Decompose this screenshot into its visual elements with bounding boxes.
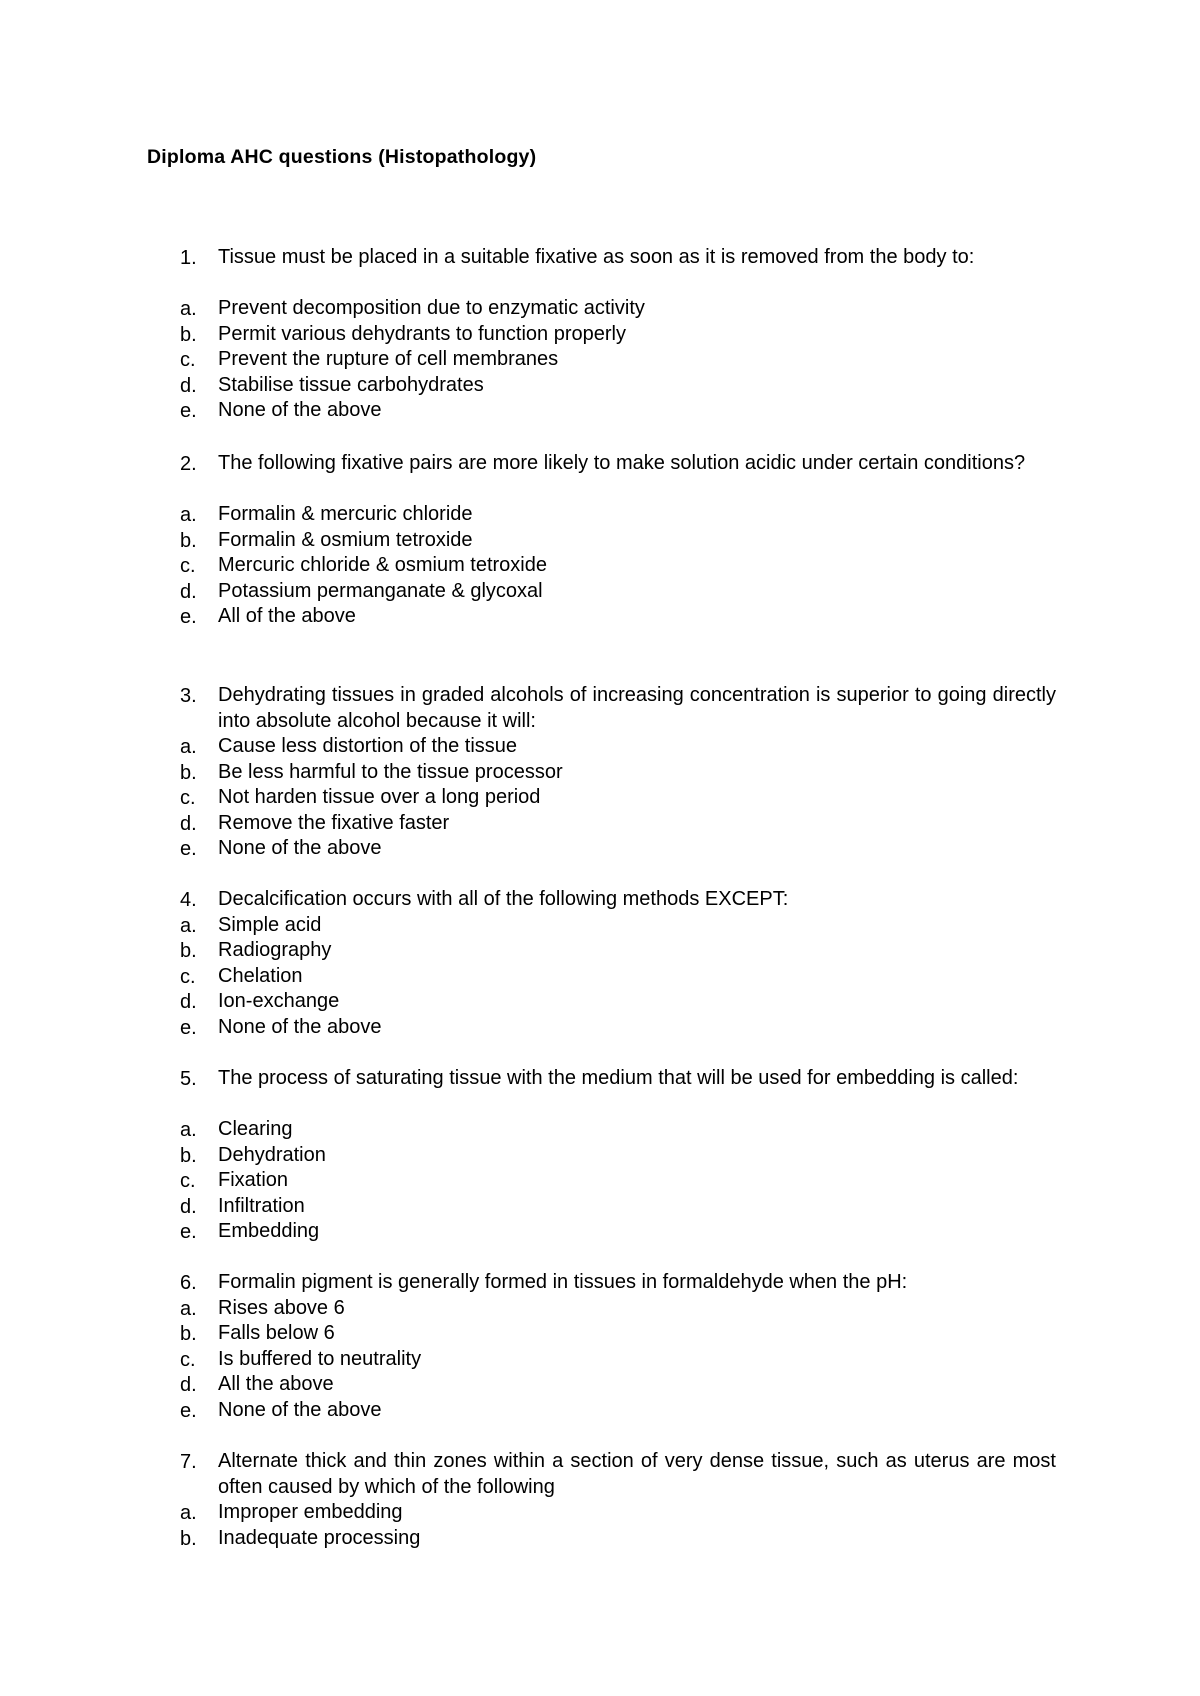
option-letter: d. bbox=[180, 375, 197, 397]
option-text: Simple acid bbox=[218, 914, 322, 936]
option-text: Inadequate processing bbox=[218, 1527, 421, 1549]
option-text: Improper embedding bbox=[218, 1501, 403, 1523]
option-text: Fixation bbox=[218, 1169, 289, 1191]
option-letter: c. bbox=[180, 555, 196, 577]
option-text: Permit various dehydrants to function properly bbox=[218, 323, 626, 345]
option-text: Is buffered to neutrality bbox=[218, 1348, 422, 1370]
option-letter: c. bbox=[180, 787, 196, 809]
option-text: Not harden tissue over a long period bbox=[218, 786, 541, 808]
option-text: Formalin & mercuric chloride bbox=[218, 503, 473, 525]
option-text: Rises above 6 bbox=[218, 1297, 345, 1319]
option-text: Clearing bbox=[218, 1118, 293, 1140]
option-letter: d. bbox=[180, 581, 197, 603]
question-stem: Tissue must be placed in a suitable fixative as soon as it is removed from the body to: bbox=[218, 246, 975, 268]
option-letter: a. bbox=[180, 298, 197, 320]
question-stem: The process of saturating tissue with the medium that will be used for embedding is called: bbox=[218, 1067, 1019, 1089]
option-text: Falls below 6 bbox=[218, 1322, 335, 1344]
option-text: Stabilise tissue carbohydrates bbox=[218, 374, 484, 396]
question-stem: Alternate thick and thin zones within a section of very dense tissue, such as uterus are most often caused by which of the following bbox=[218, 1450, 1056, 1498]
option-text: None of the above bbox=[218, 399, 382, 421]
option-letter: b. bbox=[180, 940, 197, 962]
option-letter: e. bbox=[180, 1400, 197, 1422]
option-letter: b. bbox=[180, 1323, 197, 1345]
option-letter: c. bbox=[180, 1170, 196, 1192]
option-text: Infiltration bbox=[218, 1195, 305, 1217]
option-text: Potassium permanganate & glycoxal bbox=[218, 580, 543, 602]
option-text: All of the above bbox=[218, 605, 356, 627]
option-letter: b. bbox=[180, 762, 197, 784]
option-text: Dehydration bbox=[218, 1144, 326, 1166]
option-letter: b. bbox=[180, 1528, 197, 1550]
option-text: All the above bbox=[218, 1373, 334, 1395]
option-letter: e. bbox=[180, 1017, 197, 1039]
option-text: Prevent decomposition due to enzymatic activity bbox=[218, 297, 645, 319]
option-letter: c. bbox=[180, 966, 196, 988]
document-title: Diploma AHC questions (Histopathology) bbox=[147, 146, 537, 168]
question-stem: Dehydrating tissues in graded alcohols of increasing concentration is superior to going directly into absolute alcohol because it will: bbox=[218, 684, 1056, 732]
option-letter: d. bbox=[180, 1374, 197, 1396]
option-letter: a. bbox=[180, 1119, 197, 1141]
option-letter: d. bbox=[180, 813, 197, 835]
option-letter: e. bbox=[180, 838, 197, 860]
option-letter: b. bbox=[180, 530, 197, 552]
option-letter: b. bbox=[180, 324, 197, 346]
option-text: Prevent the rupture of cell membranes bbox=[218, 348, 559, 370]
question-number: 1. bbox=[180, 247, 197, 269]
option-text: Radiography bbox=[218, 939, 332, 961]
option-text: Remove the fixative faster bbox=[218, 812, 450, 834]
option-letter: a. bbox=[180, 504, 197, 526]
question-number: 5. bbox=[180, 1068, 197, 1090]
option-letter: b. bbox=[180, 1145, 197, 1167]
option-text: None of the above bbox=[218, 1399, 382, 1421]
question-number: 2. bbox=[180, 453, 197, 475]
option-letter: a. bbox=[180, 736, 197, 758]
option-letter: d. bbox=[180, 1196, 197, 1218]
question-number: 3. bbox=[180, 685, 197, 707]
option-letter: d. bbox=[180, 991, 197, 1013]
question-stem: Formalin pigment is generally formed in tissues in formaldehyde when the pH: bbox=[218, 1271, 908, 1293]
option-text: Chelation bbox=[218, 965, 303, 987]
option-letter: a. bbox=[180, 1502, 197, 1524]
option-text: Be less harmful to the tissue processor bbox=[218, 761, 563, 783]
option-letter: a. bbox=[180, 915, 197, 937]
option-letter: c. bbox=[180, 349, 196, 371]
option-text: None of the above bbox=[218, 837, 382, 859]
option-letter: e. bbox=[180, 606, 197, 628]
question-stem: The following fixative pairs are more likely to make solution acidic under certain conditions? bbox=[218, 452, 1026, 474]
option-text: None of the above bbox=[218, 1016, 382, 1038]
question-stem: Decalcification occurs with all of the following methods EXCEPT: bbox=[218, 888, 789, 910]
option-text: Embedding bbox=[218, 1220, 320, 1242]
question-number: 7. bbox=[180, 1451, 197, 1473]
option-text: Mercuric chloride & osmium tetroxide bbox=[218, 554, 547, 576]
option-letter: c. bbox=[180, 1349, 196, 1371]
option-letter: e. bbox=[180, 1221, 197, 1243]
option-letter: e. bbox=[180, 400, 197, 422]
option-text: Formalin & osmium tetroxide bbox=[218, 529, 473, 551]
option-text: Cause less distortion of the tissue bbox=[218, 735, 518, 757]
question-number: 6. bbox=[180, 1272, 197, 1294]
option-letter: a. bbox=[180, 1298, 197, 1320]
option-text: Ion-exchange bbox=[218, 990, 340, 1012]
question-number: 4. bbox=[180, 889, 197, 911]
